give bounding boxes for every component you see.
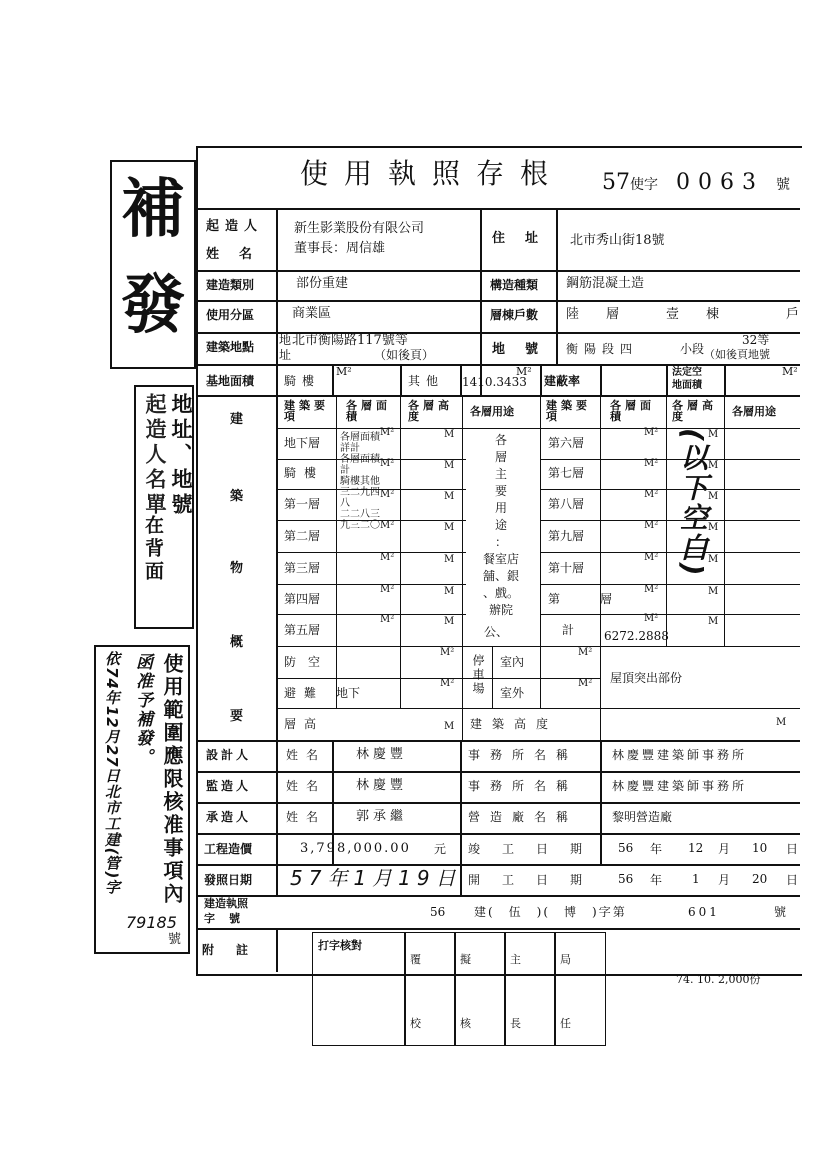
building-side-label-5: 要 [230,709,244,724]
unit-m: M [444,554,455,565]
building-height-label: 建築高度 [470,717,559,731]
total-floor-area: 6272.2888 [604,629,669,643]
director-label: 主 [510,953,521,966]
area-detail-line: 三二九四八 [340,487,380,509]
supervisor-office: 林慶豐建築師事務所 [612,779,748,793]
unit-m: M [444,522,455,533]
permit-suffix: 號 [774,905,787,919]
owner-label-top: 起造人 [206,219,264,234]
completion-month-unit: 月 [718,842,731,856]
indoor-unit: M² [578,647,593,658]
unit-m2: M² [380,614,395,625]
open-space-unit: M² [782,365,798,378]
cost-value: 3,798,000.00 [300,841,411,856]
supervisor-office-label: 事務所名稱 [468,779,579,793]
owner-address: 北市秀山街18號 [570,233,665,248]
use-note-last: 公、 [484,625,509,639]
approved-label: 核 [460,1017,471,1030]
col-header-item-2: 建築要項 [546,399,591,423]
unit-m: M [708,522,719,533]
unit-m: M [444,586,455,597]
unit-m: M [708,616,719,627]
lot-note: （如後頁地號 [704,348,770,361]
permit-label-1: 建造執照 [204,897,248,910]
school-label: 校 [410,1017,421,1030]
use-note-line: 舖、銀 [482,569,519,583]
other-area-unit: M² [516,365,532,378]
floors-prefix: 陸 [566,307,580,322]
area-detail-line: 各層面積詳計 [340,432,380,454]
use-detail-note [466,432,536,619]
designer-name-label: 姓名 [286,748,327,762]
scope-note-stamp [94,645,190,954]
row-label-floor7: 第七層 [548,466,585,480]
use-note-line: ： [494,535,507,549]
supervisor-label: 監造人 [206,779,252,793]
owner-name-line1: 新生影業股份有限公司 [294,221,425,236]
zoning-label: 使用分區 [206,308,255,322]
lot-label: 地號 [492,342,559,357]
reissue-stamp [110,160,196,369]
use-note-line: 途 [494,518,507,532]
completion-month: 12 [688,841,704,855]
draft-label: 擬 [460,953,471,966]
cost-unit: 元 [434,842,447,856]
scope-note-col1: 使用範圍應限核准事項內 [160,653,184,906]
address-note-line1: 地址、地號 [169,393,194,518]
air-raid-label: 防空 [284,655,333,669]
unit-m2: M² [644,552,659,563]
other-area-value: 1410.3433 [462,375,527,389]
issue-date-label: 發照日期 [204,873,253,887]
scope-note-number: 79185 [126,913,177,932]
start-day-unit: 日 [786,873,799,887]
row-label-floor-blank: 第 層 [548,592,627,606]
row-label-floor3: 第三層 [284,561,321,575]
permit-text: 建( 伍 )( 博 )字第 [474,905,627,919]
unit-m: M [708,460,719,471]
zoning-value: 商業區 [292,306,332,321]
site-address: 北市衡陽路117號等 [292,333,408,348]
unit-m: M [708,491,719,502]
agent-label: 任 [560,1017,571,1030]
notes-label: 附註 [202,943,271,957]
contractor-name: 郭承繼 [356,809,408,824]
designer-office: 林慶豐建築師事務所 [612,748,748,762]
col-header-height-2: 各層高度 [672,399,717,423]
designer-label: 設計人 [206,748,252,762]
final-label: 長 [510,1017,521,1030]
open-space-label-2: 地面積 [672,380,702,391]
unit-m2: M² [380,427,395,438]
unit-m2: M² [644,584,659,595]
building-side-label-2: 築 [230,489,244,504]
coverage-label: 建蔽率 [544,374,581,388]
scope-note-suffix: 號 [168,932,182,947]
owner-address-label: 住址 [492,231,559,246]
completion-date-label: 竣工日期 [468,842,605,856]
site-area-label: 基地面積 [206,374,255,388]
construction-type-label: 建造類別 [206,278,255,292]
permit-year: 56 [430,905,446,919]
floors-unit: 層 [606,307,620,322]
arcade-area-unit: M² [336,365,352,378]
typing-check-label: 打字核對 [318,939,362,952]
unit-m: M [444,460,455,471]
permit-number: 0063 [676,170,764,195]
print-info: 74. 10. 2,000份 [676,973,761,986]
owner-label-bottom: 姓名 [206,247,273,262]
review-label: 覆 [410,953,421,966]
contractor-label: 承造人 [206,810,252,824]
construction-type-value: 部份重建 [296,276,349,291]
col-header-area: 各層面積 [346,399,391,423]
use-note-line: 餐室店 [482,552,519,566]
col-header-use-2: 各層用途 [732,405,776,418]
issue-date-handwritten: 57年1月19日 [290,866,462,890]
col-header-item: 建築要項 [284,399,329,423]
address-note-line2: 起造人名單 [143,393,168,518]
area-detail-note [340,432,380,531]
structure-type-label: 構造種類 [490,278,539,292]
reissue-char-1: 補 [121,172,185,247]
supervisor-name-label: 姓名 [286,779,327,793]
unit-m2: M² [644,427,659,438]
households-unit: 戶 [786,307,800,322]
building-height-unit: M [776,717,787,728]
row-label-arcade: 騎樓 [284,466,325,480]
col-header-area-2: 各層面積 [610,399,655,423]
outdoor-unit: M² [578,678,593,689]
blank-below-mark: (以下空白) [676,428,709,578]
col-header-use: 各層用途 [470,405,514,418]
start-month: 1 [692,872,700,886]
start-day: 20 [752,872,768,886]
unit-m2: M² [644,489,659,500]
unit-m: M [444,491,455,502]
row-label-basement: 地下層 [284,436,321,450]
parking-indoor: 室內 [500,655,525,669]
row-label-floor6: 第六層 [548,436,585,450]
roof-protrusion-label: 屋頂突出部份 [610,671,683,685]
unit-m2: M² [380,458,395,469]
buildings-unit: 棟 [706,307,720,322]
address-note-stamp [134,385,194,629]
row-label-floor10: 第十層 [548,561,585,575]
cost-label: 工程造價 [204,842,253,856]
owner-name-line2: 董事長：周信雄 [294,241,386,256]
designer-office-label: 事務所名稱 [468,748,579,762]
shelter-underground: 地下 [336,686,361,700]
row-label-total: 計 [562,623,575,637]
contractor-name-label: 姓名 [286,810,327,824]
site-address-note: （如後頁） [374,348,435,362]
start-year-unit: 年 [650,873,663,887]
unit-m2: M² [644,613,659,624]
site-sublabel-2: 址 [279,348,292,362]
buildings-num: 壹 [666,307,680,322]
use-note-line: 各 [494,433,507,447]
row-label-floor5: 第五層 [284,623,321,637]
completion-year-unit: 年 [650,842,663,856]
parking-outdoor: 室外 [500,686,525,700]
unit-m2: M² [380,552,395,563]
completion-day: 10 [752,841,768,855]
area-detail-line: 各層面積計 [340,454,380,476]
units-label: 層棟戶數 [490,308,539,322]
col-header-height: 各層高度 [408,399,453,423]
unit-m2: M² [380,520,395,531]
start-month-unit: 月 [718,873,731,887]
row-label-floor8: 第八層 [548,497,585,511]
use-note-line: 辦院 [488,603,513,617]
chief-label: 局 [560,953,571,966]
row-label-floor1: 第一層 [284,497,321,511]
lot-section: 衡陽段四 [566,342,639,356]
completion-year: 56 [618,841,634,855]
unit-m: M [708,554,719,565]
parking-label: 停車場 [471,654,485,696]
use-note-line: 層 [494,450,507,464]
permit-label-2: 字號 [204,912,254,925]
contractor-firm-label: 營造廠名稱 [468,810,579,824]
use-note-line: 主 [494,467,507,481]
unit-m2: M² [380,584,395,595]
unit-m: M [444,616,455,627]
lot-number: 32等 [742,333,770,347]
supervisor-name: 林慶豐 [356,778,408,793]
reissue-char-2: 發 [121,268,185,343]
building-side-label-3: 物 [230,561,244,576]
unit-m: M [444,429,455,440]
floor-height-unit: M [444,721,455,732]
unit-m2: M² [644,458,659,469]
form-title: 使用執照存根 [300,157,565,190]
lot-small-section: 小段 [680,342,705,356]
use-note-line: 要 [494,484,507,498]
building-side-label-1: 建 [230,412,244,427]
address-note-line3: 在背面 [142,515,164,584]
area-detail-line: 騎樓其他 [340,476,380,487]
designer-name: 林慶豐 [356,747,408,762]
shelter-unit: M² [440,678,455,689]
area-detail-line: 二二八三 [340,509,380,520]
series-char: 使字 [630,177,658,193]
row-label-floor2: 第二層 [284,529,321,543]
scope-note-col2: 函准予補發。 [132,653,152,767]
row-label-floor9: 第九層 [548,529,585,543]
unit-m: M [708,429,719,440]
area-detail-line: 九三二〇 [340,520,380,531]
unit-m2: M² [644,520,659,531]
use-note-line: 用 [494,501,507,515]
other-area-label: 其他 [408,374,445,388]
site-sublabel-1: 地 [279,333,292,347]
floor-height-label: 層高 [284,717,325,731]
building-side-label-4: 概 [230,635,244,650]
unit-m: M [708,586,719,597]
site-label: 建築地點 [206,340,255,354]
air-raid-unit: M² [440,647,455,658]
use-note-line: 、戲。 [482,586,519,600]
completion-day-unit: 日 [786,842,799,856]
permit-num: 601 [688,905,720,919]
row-label-floor4: 第四層 [284,592,321,606]
scope-note-col3: 依74年12月27日北市工建(管)字 [103,651,121,896]
permit-number-suffix: 號 [776,177,790,193]
arcade-area-label: 騎樓 [284,374,321,388]
contractor-firm: 黎明營造廠 [612,810,673,824]
open-space-label-1: 法定空 [672,367,702,378]
unit-m2: M² [380,489,395,500]
series-number: 57 [602,170,630,195]
start-date-label: 開工日期 [468,873,605,887]
structure-type-value: 鋼筋混凝土造 [566,276,645,291]
start-year: 56 [618,872,634,886]
shelter-label: 避難 [284,686,325,700]
